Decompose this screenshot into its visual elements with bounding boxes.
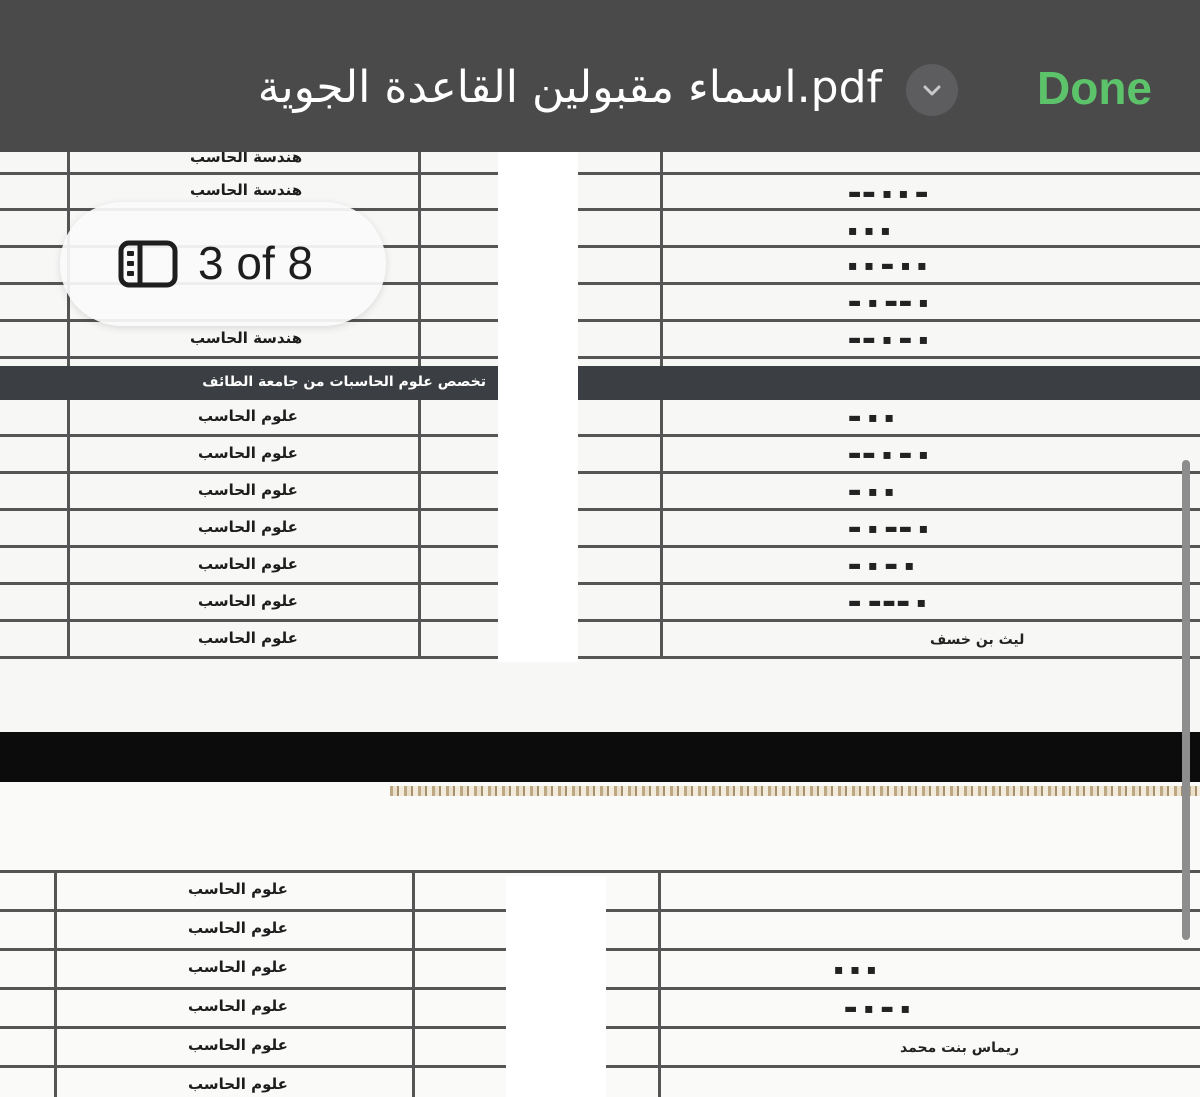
major-cell: علوم الحاسب (198, 518, 298, 536)
table-row (0, 622, 1200, 659)
major-cell: علوم الحاسب (198, 592, 298, 610)
name-cell: ▪ ▬▬ ▪ ▬ (848, 295, 930, 311)
major-cell: علوم الحاسب (198, 444, 298, 462)
major-cell: هندسة الحاسب (190, 329, 303, 347)
major-cell: علوم الحاسب (198, 407, 298, 425)
table-row (0, 474, 1200, 511)
major-cell: علوم الحاسب (198, 481, 298, 499)
major-cell: علوم الحاسب (188, 1075, 288, 1093)
section-header (0, 366, 1200, 400)
table-row (0, 437, 1200, 474)
document-title: اسماء مقبولين القاعدة الجوية.pdf (257, 62, 882, 113)
table-row (0, 511, 1200, 548)
sidebar-icon (118, 240, 178, 288)
table-row (0, 152, 1200, 175)
major-cell: علوم الحاسب (198, 555, 298, 573)
name-cell: ▪ ▪ ▪ (848, 223, 892, 239)
title-menu-button[interactable] (906, 64, 958, 116)
major-cell: علوم الحاسب (188, 958, 288, 976)
name-cell: ▪ ▪ ▬ (848, 410, 895, 426)
major-cell: علوم الحاسب (188, 1036, 288, 1054)
section-title: تخصص علوم الحاسبات من جامعة الطائف (202, 374, 486, 390)
major-cell: علوم الحاسب (188, 880, 288, 898)
table-row (0, 548, 1200, 585)
name-cell: ▬ ▪ ▪ ▬▬ (848, 186, 930, 202)
table-row (0, 400, 1200, 437)
scrollbar[interactable] (1182, 460, 1190, 940)
name-cell: ▪ ▬ ▪ ▬ (848, 558, 916, 574)
chevron-down-icon (920, 78, 944, 102)
major-cell: علوم الحاسب (188, 997, 288, 1015)
done-button[interactable]: Done (1037, 62, 1152, 114)
name-cell: ▪ ▪ ▬ (848, 484, 895, 500)
name-cell: ▪ ▬ ▪ ▬▬ (848, 447, 930, 463)
pdf-page (0, 782, 1200, 1097)
table-row (0, 585, 1200, 622)
name-cell: ريماس بنت محمد (900, 1040, 1020, 1056)
scan-artifact (390, 786, 1200, 796)
page-indicator[interactable] (60, 202, 386, 326)
scan-artifact (506, 876, 606, 1097)
major-cell: هندسة الحاسب (190, 152, 303, 166)
name-cell: ▪ ▬ ▪ ▬ (844, 1001, 912, 1017)
name-cell: ▪ ▪ ▪ (834, 962, 878, 978)
major-cell: علوم الحاسب (188, 919, 288, 937)
table-row (0, 322, 1200, 359)
name-cell: ▪ ▬ ▪ ▬▬ (848, 332, 930, 348)
page-separator (0, 732, 1200, 782)
toolbar (0, 0, 1200, 152)
major-cell: هندسة الحاسب (190, 181, 303, 199)
name-cell: ▪ ▬▬▬ ▬ (848, 595, 928, 611)
scan-artifact (498, 152, 578, 662)
name-cell: ▪ ▬▬ ▪ ▬ (848, 521, 930, 537)
page-count: 3 of 8 (198, 237, 314, 289)
name-cell: ليث بن خسف (930, 632, 1025, 648)
name-cell: ▪ ▪ ▬ ▪ ▪ (848, 258, 928, 274)
major-cell: علوم الحاسب (198, 629, 298, 647)
